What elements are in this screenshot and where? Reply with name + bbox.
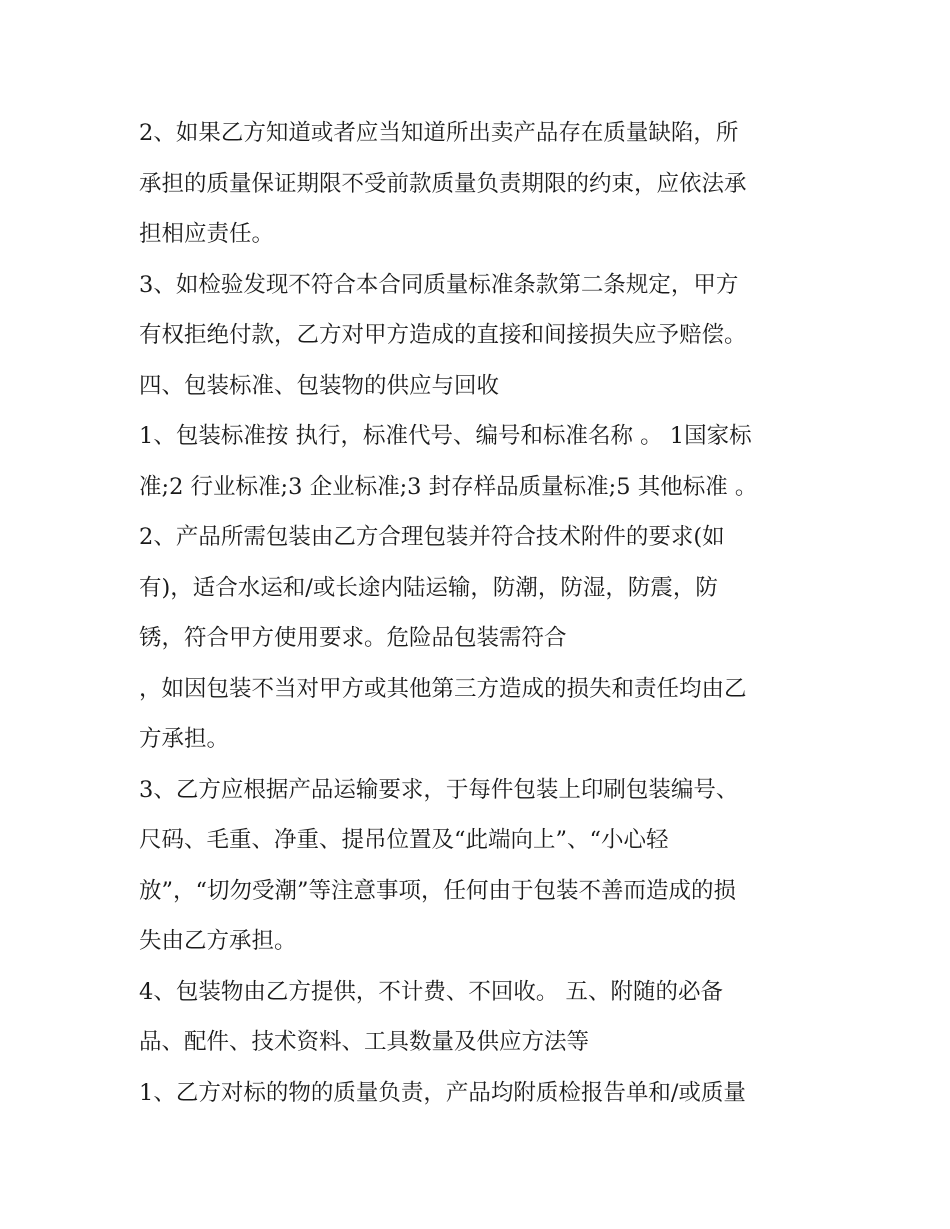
text-line: 锈，符合甲方使用要求。危险品包装需符合: [139, 625, 567, 651]
text-line: 承担的质量保证期限不受前款质量负责期限的约束，应依法承: [139, 170, 747, 197]
section-heading: 四、包装标准、包装物的供应与回收: [139, 372, 500, 399]
text-line: 4、包装物由乙方提供，不计费、不回收。 五、附随的必备: [139, 978, 723, 1005]
document-body: [139, 108, 839, 1118]
text-line: ，如因包装不当对甲方或其他第三方造成的损失和责任均由乙: [139, 675, 747, 702]
text-line: 担相应责任。: [139, 221, 275, 247]
text-line: 准;2 行业标准;3 企业标准;3 封存样品质量标准;5 其他标准 。: [139, 473, 758, 500]
text-line: 2、产品所需包装由乙方合理包装并符合技术附件的要求(如: [139, 524, 725, 550]
text-line: 放”，“切勿受潮”等注意事项，任何由于包装不善而造成的损: [139, 877, 737, 904]
text-line: 1、包装标准按 执行，标准代号、编号和标准名称 。 1国家标: [139, 423, 752, 449]
text-line: 有)，适合水运和/或长途内陆运输，防潮，防湿，防震，防: [139, 574, 718, 601]
text-line: 失由乙方承担。: [139, 928, 297, 954]
text-line: 3、乙方应根据产品运输要求，于每件包装上印刷包装编号、: [139, 776, 739, 803]
text-line: 3、如检验发现不符合本合同质量标准条款第二条规定，甲方: [139, 271, 739, 298]
text-line: 方承担。: [139, 726, 230, 752]
text-line: 尺码、毛重、净重、提吊位置及“此端向上”、“小心轻: [139, 827, 669, 853]
text-line: 有权拒绝付款，乙方对甲方造成的直接和间接损失应予赔偿。: [139, 322, 747, 348]
text-line: 2、如果乙方知道或者应当知道所出卖产品存在质量缺陷，所: [139, 120, 739, 146]
text-line: 1、乙方对标的物的质量负责，产品均附质检报告单和/或质量: [139, 1079, 746, 1106]
text-line: 品、配件、技术资料、工具数量及供应方法等: [139, 1029, 590, 1055]
